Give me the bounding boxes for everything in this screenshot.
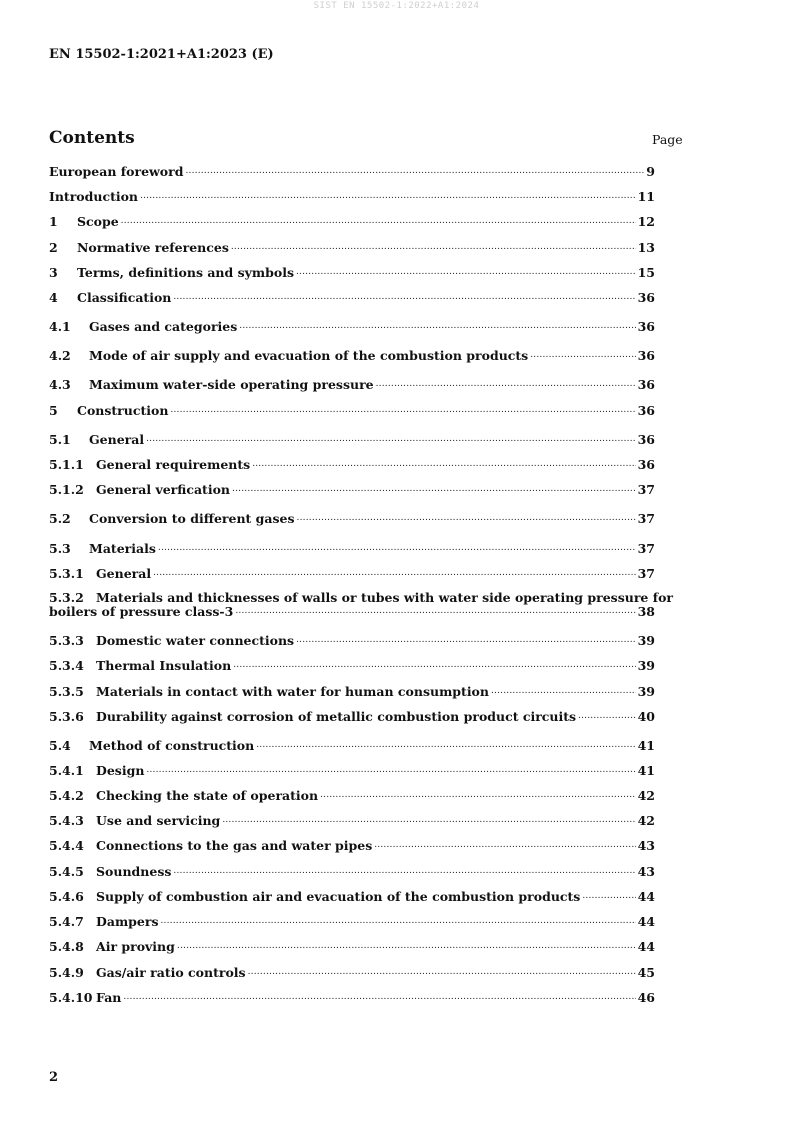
toc-entry-title: Conversion to different gases	[89, 511, 295, 526]
toc-entry-page: 42	[637, 813, 655, 828]
toc-entry-page: 36	[637, 377, 655, 392]
toc-entry[interactable]	[49, 240, 655, 255]
toc-entry-title: Gas/air ratio controls	[96, 965, 246, 980]
toc-entry-title: Materials	[89, 541, 156, 556]
toc-entry-title: Checking the state of operation	[96, 788, 319, 803]
toc-entry[interactable]	[49, 633, 655, 648]
page-number: 2	[49, 1070, 59, 1085]
toc-entry[interactable]	[49, 566, 655, 581]
toc-entry-number: 3	[49, 265, 58, 280]
toc-entry[interactable]	[49, 265, 655, 280]
dot-leader	[146, 435, 635, 444]
toc-entry-title: Supply of combustion air and evacuation of the combustion products	[96, 889, 581, 904]
toc-entry-page: 44	[637, 914, 655, 929]
toc-entry[interactable]	[49, 403, 655, 418]
toc-entry-title: Connections to the gas and water pipes	[96, 838, 373, 853]
dot-leader	[158, 544, 636, 553]
toc-entry-number: 5.2	[49, 511, 71, 526]
dot-leader	[320, 791, 636, 800]
toc-entry-title: Domestic water connections	[96, 633, 295, 648]
dot-leader	[185, 167, 644, 176]
toc-entry-title: Terms, definitions and symbols	[77, 265, 294, 280]
dot-leader	[232, 485, 636, 494]
toc-entry-page: 44	[637, 889, 655, 904]
toc-entry-page: 37	[637, 566, 655, 581]
toc-entry-page: 36	[637, 403, 655, 418]
toc-entry-title: Soundness	[96, 864, 172, 879]
toc-entry-number: 5.4.1	[49, 763, 84, 778]
toc-entry-title: Thermal Insulation	[96, 658, 232, 673]
toc-entry-page: 38	[637, 604, 655, 619]
toc-entry-page: 36	[637, 319, 655, 334]
toc-entry-page: 45	[637, 965, 655, 980]
toc-entry-page: 39	[637, 658, 655, 673]
toc-entry[interactable]	[49, 658, 655, 673]
toc-entry[interactable]	[49, 482, 655, 497]
dot-leader	[170, 406, 635, 415]
contents-heading: Contents	[49, 128, 135, 148]
toc-entry-title: Air proving	[96, 939, 175, 954]
dot-leader	[374, 841, 635, 850]
toc-entry-page: 41	[637, 763, 655, 778]
toc-entry[interactable]	[49, 838, 655, 853]
toc-entry-number: 5.4	[49, 738, 71, 753]
toc-entry-number: 4.1	[49, 319, 71, 334]
dot-leader	[296, 636, 636, 645]
toc-entry-number: 5.3.1	[49, 566, 84, 581]
toc-entry-page: 15	[637, 265, 655, 280]
toc-entry-page: 42	[637, 788, 655, 803]
toc-entry-number: 5.1.2	[49, 482, 84, 497]
toc-entry-title: General	[96, 566, 152, 581]
toc-entry-page: 43	[637, 864, 655, 879]
dot-leader	[235, 607, 635, 616]
toc-entry-number: 5.4.7	[49, 914, 84, 929]
toc-entry-title: Method of construction	[89, 738, 255, 753]
toc-entry[interactable]	[49, 348, 655, 363]
toc-entry[interactable]	[49, 914, 655, 929]
toc-entry[interactable]	[49, 813, 655, 828]
toc-entry-title: Scope	[77, 214, 119, 229]
toc-entry-page: 37	[637, 541, 655, 556]
dot-leader	[153, 569, 635, 578]
toc-entry-title: Mode of air supply and evacuation of the combustion products	[89, 348, 529, 363]
toc-entry[interactable]	[49, 889, 655, 904]
toc-entry-number: 5.1.1	[49, 457, 84, 472]
dot-leader	[582, 892, 635, 901]
toc-entry-number: 5.3.6	[49, 709, 84, 724]
toc-entry-number: 5.3.2	[49, 590, 84, 605]
dot-leader	[121, 217, 636, 226]
toc-entry[interactable]	[49, 738, 655, 753]
toc-entry-page: 11	[637, 189, 655, 204]
toc-entry[interactable]	[49, 511, 655, 526]
toc-entry-number: 2	[49, 240, 58, 255]
toc-entry-title: Classification	[77, 290, 172, 305]
toc-entry[interactable]	[49, 189, 655, 204]
toc-entry-number: 4	[49, 290, 58, 305]
dot-leader	[222, 816, 635, 825]
dot-leader	[173, 867, 635, 876]
dot-leader	[256, 741, 635, 750]
dot-leader	[491, 687, 636, 696]
toc-entry[interactable]	[49, 432, 655, 447]
toc-entry-title-continued: boilers of pressure class-3	[49, 604, 234, 619]
toc-entry-title: Gases and categories	[89, 319, 238, 334]
dot-leader	[231, 243, 636, 252]
toc-entry-number: 5.4.3	[49, 813, 84, 828]
toc-entry-number: 5.1	[49, 432, 71, 447]
toc-entry-page: 36	[637, 457, 655, 472]
toc-entry[interactable]	[49, 541, 655, 556]
toc-entry-number: 5.4.2	[49, 788, 84, 803]
toc-entry-number: 5.3.3	[49, 633, 84, 648]
toc-entry-title: Normative references	[77, 240, 229, 255]
toc-entry-page: 46	[637, 990, 655, 1005]
toc-entry-number: 5.4.4	[49, 838, 84, 853]
dot-leader	[252, 460, 635, 469]
dot-leader	[233, 661, 635, 670]
toc-entry-page: 9	[646, 164, 655, 179]
toc-entry-title: Materials and thicknesses of walls or tubes with water side operating pressure for	[96, 590, 674, 605]
toc-entry-page: 37	[637, 511, 655, 526]
toc-entry-title: Maximum water-side operating pressure	[89, 377, 374, 392]
toc-entry-page: 36	[637, 290, 655, 305]
toc-entry-number: 1	[49, 214, 58, 229]
toc-entry[interactable]	[49, 164, 655, 179]
toc-entry[interactable]	[49, 965, 655, 980]
dot-leader	[146, 766, 635, 775]
toc-entry-number: 5	[49, 403, 58, 418]
toc-entry-page: 44	[637, 939, 655, 954]
toc-entry-title: Use and servicing	[96, 813, 221, 828]
toc-entry-number: 5.4.6	[49, 889, 84, 904]
toc-entry[interactable]	[49, 290, 655, 305]
dot-leader	[376, 380, 636, 389]
toc-entry-title: General verfication	[96, 482, 231, 497]
toc-entry-title: Design	[96, 763, 145, 778]
toc-entry-number: 4.2	[49, 348, 71, 363]
dot-leader	[530, 351, 635, 360]
dot-leader	[140, 192, 636, 201]
toc-entry[interactable]	[49, 214, 655, 229]
toc-entry[interactable]	[49, 990, 655, 1005]
toc-entry-page: 39	[637, 684, 655, 699]
toc-entry-title: Introduction	[49, 189, 139, 204]
watermark: SIST EN 15502-1:2022+A1:2024	[313, 1, 480, 11]
toc-entry-number: 5.4.8	[49, 939, 84, 954]
toc-entry-title: General	[89, 432, 145, 447]
toc-entry-multiline[interactable]	[49, 590, 674, 619]
dot-leader	[160, 917, 635, 926]
toc-entry[interactable]	[49, 319, 655, 334]
document-identifier: EN 15502-1:2021+A1:2023 (E)	[49, 47, 274, 62]
toc-entry-number: 5.4.9	[49, 965, 84, 980]
toc-entry-title: General requirements	[96, 457, 251, 472]
toc-entry-page: 37	[637, 482, 655, 497]
toc-entry[interactable]	[49, 684, 655, 699]
toc-entry-number: 5.4.5	[49, 864, 84, 879]
toc-entry-page: 43	[637, 838, 655, 853]
toc-entry-number: 4.3	[49, 377, 71, 392]
toc-entry[interactable]	[49, 939, 655, 954]
toc-entry[interactable]	[49, 709, 655, 724]
toc-entry-page: 12	[637, 214, 655, 229]
toc-entry-page: 39	[637, 633, 655, 648]
page-column-label: Page	[652, 132, 683, 147]
toc-entry-number: 5.3.5	[49, 684, 84, 699]
toc-entry[interactable]	[49, 377, 655, 392]
toc-entry-number: 5.3	[49, 541, 71, 556]
dot-leader	[248, 968, 636, 977]
toc-entry-title: Dampers	[96, 914, 159, 929]
toc-entry-page: 13	[637, 240, 655, 255]
toc-entry[interactable]	[49, 457, 655, 472]
dot-leader	[173, 293, 635, 302]
toc-entry-number: 5.3.4	[49, 658, 84, 673]
toc-entry[interactable]	[49, 864, 655, 879]
toc-entry-title: Construction	[77, 403, 169, 418]
toc-entry-page: 41	[637, 738, 655, 753]
dot-leader	[296, 268, 636, 277]
toc-entry[interactable]	[49, 763, 655, 778]
toc-entry-number: 5.4.10	[49, 990, 93, 1005]
toc-entry-page: 36	[637, 348, 655, 363]
dot-leader	[578, 712, 636, 721]
toc-entry-page: 36	[637, 432, 655, 447]
toc-entry-title: Fan	[96, 990, 122, 1005]
dot-leader	[123, 993, 635, 1002]
toc-entry[interactable]	[49, 788, 655, 803]
dot-leader	[239, 322, 635, 331]
toc-entry-title: Durability against corrosion of metallic combustion product circuits	[96, 709, 577, 724]
toc-entry-page: 40	[637, 709, 655, 724]
dot-leader	[177, 942, 636, 951]
toc-entry-title: European foreword	[49, 164, 184, 179]
dot-leader	[297, 514, 636, 523]
toc-entry-title: Materials in contact with water for human consumption	[96, 684, 489, 699]
